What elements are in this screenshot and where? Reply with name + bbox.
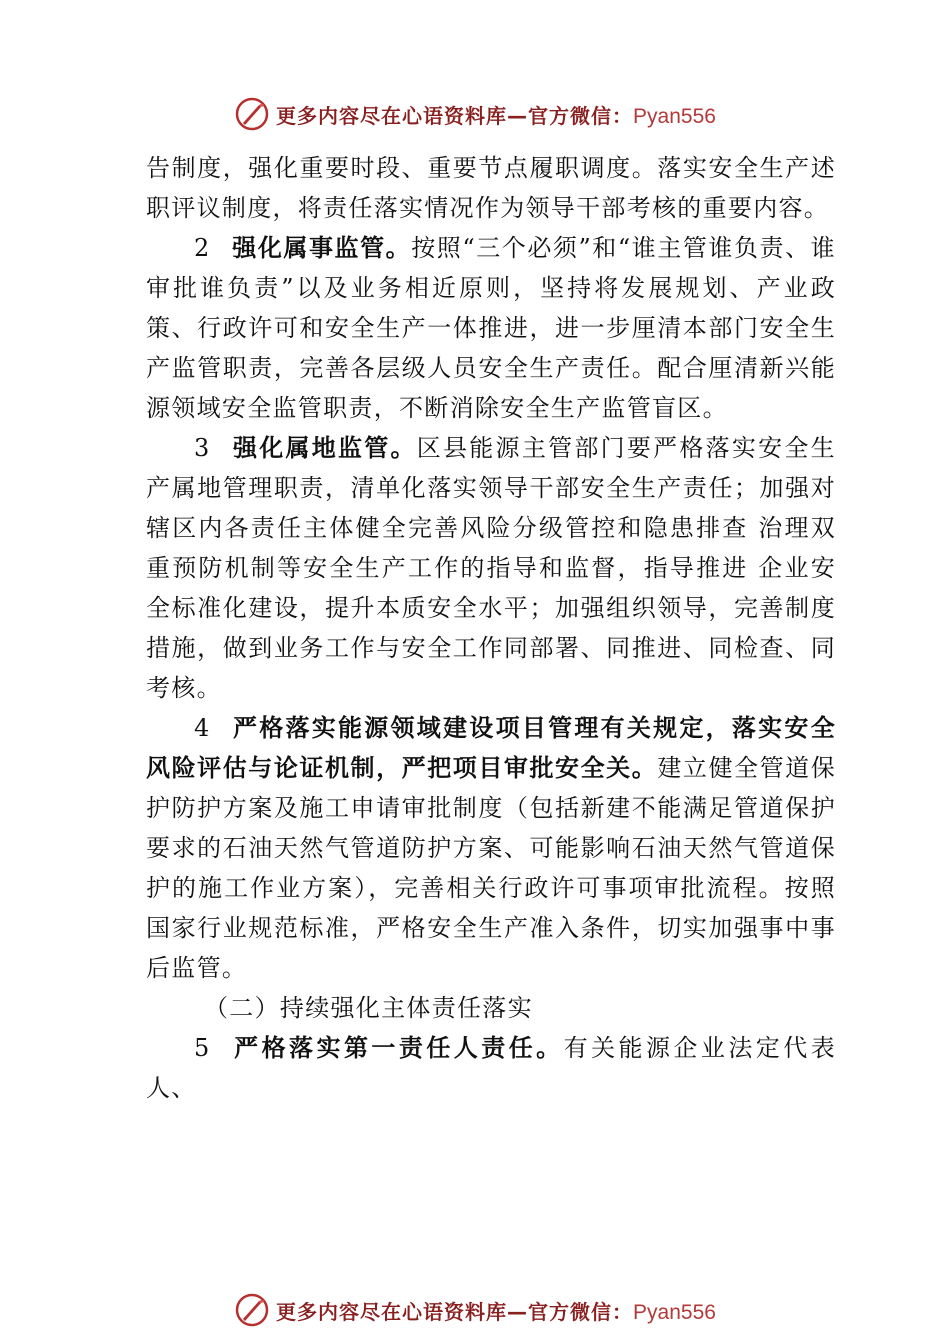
item-body: 按照“三个必须”和“谁主管谁负责、谁审批谁负责”以及业务相近原则，坚持将发展规划、产业政策、行政许可和安全生产一体推进，进一步厘清本部门安全生产监管职责，完善各层级人员安全生产责任。配合厘清新兴能源领域安全监管职责，不断消除安全生产监管盲区。 [146, 234, 836, 422]
document-body [146, 148, 836, 1108]
paragraph-continued: 告制度，强化重要时段、重要节点履职调度。落实安全生产述职评议制度，将责任落实情况作为领导干部考核的重要内容。 [146, 154, 836, 222]
item-title: 严格落实能源领域建设项目管理有关规定，落实安全风险评估与论证机制，严把项目审批安全关。 [146, 713, 836, 782]
footer-banner [0, 1290, 950, 1330]
item-title: 强化属事监管。 [232, 233, 412, 262]
item-body: 有关能源企业法定代表人、 [146, 1034, 836, 1102]
item-number: 4 [194, 714, 211, 742]
paragraph-3 [146, 428, 836, 708]
banner-text: 更多内容尽在心语资料库—官方微信：Pyan556 [276, 103, 716, 128]
item-number: 3 [194, 434, 211, 462]
item-number: 2 [194, 234, 211, 262]
banner-text: 更多内容尽在心语资料库—官方微信：Pyan556 [276, 1299, 716, 1324]
quill-logo-icon [234, 1292, 270, 1328]
header-banner [0, 94, 950, 134]
item-body: 区县能源主管部门要严格落实安全生产属地管理职责，清单化落实领导干部安全生产责任；加强对辖区内各责任主体健全完善风险分级管控和隐患排查 治理双重预防机制等安全生产工作的指导和监督，指导推进 企业安全标准化建设，提升本质安全水平；加强组织领导，完善制度措施，做到业务工作与安全工作同部署、同推进、同检查、同考核。 [146, 434, 836, 702]
paragraph-2 [146, 228, 836, 428]
section-heading: （二）持续强化主体责任落实 [204, 994, 533, 1022]
item-number: 5 [194, 1034, 211, 1062]
wechat-id: Pyan556 [633, 104, 716, 128]
item-body: 建立健全管道保护防护方案及施工申请审批制度（包括新建不能满足管道保护要求的石油天然气管道防护方案、可能影响石油天然气管道保护的施工作业方案），完善相关行政许可事项审批流程。按照国家行业规范标准，严格安全生产准入条件，切实加强事中事后监管。 [146, 754, 837, 982]
paragraph-5 [146, 1028, 836, 1108]
quill-logo-icon [234, 96, 270, 132]
item-title: 强化属地监管。 [232, 433, 417, 462]
item-title: 严格落实第一责任人责任。 [232, 1033, 564, 1062]
paragraph-4 [146, 708, 836, 988]
wechat-id: Pyan556 [633, 1300, 716, 1324]
